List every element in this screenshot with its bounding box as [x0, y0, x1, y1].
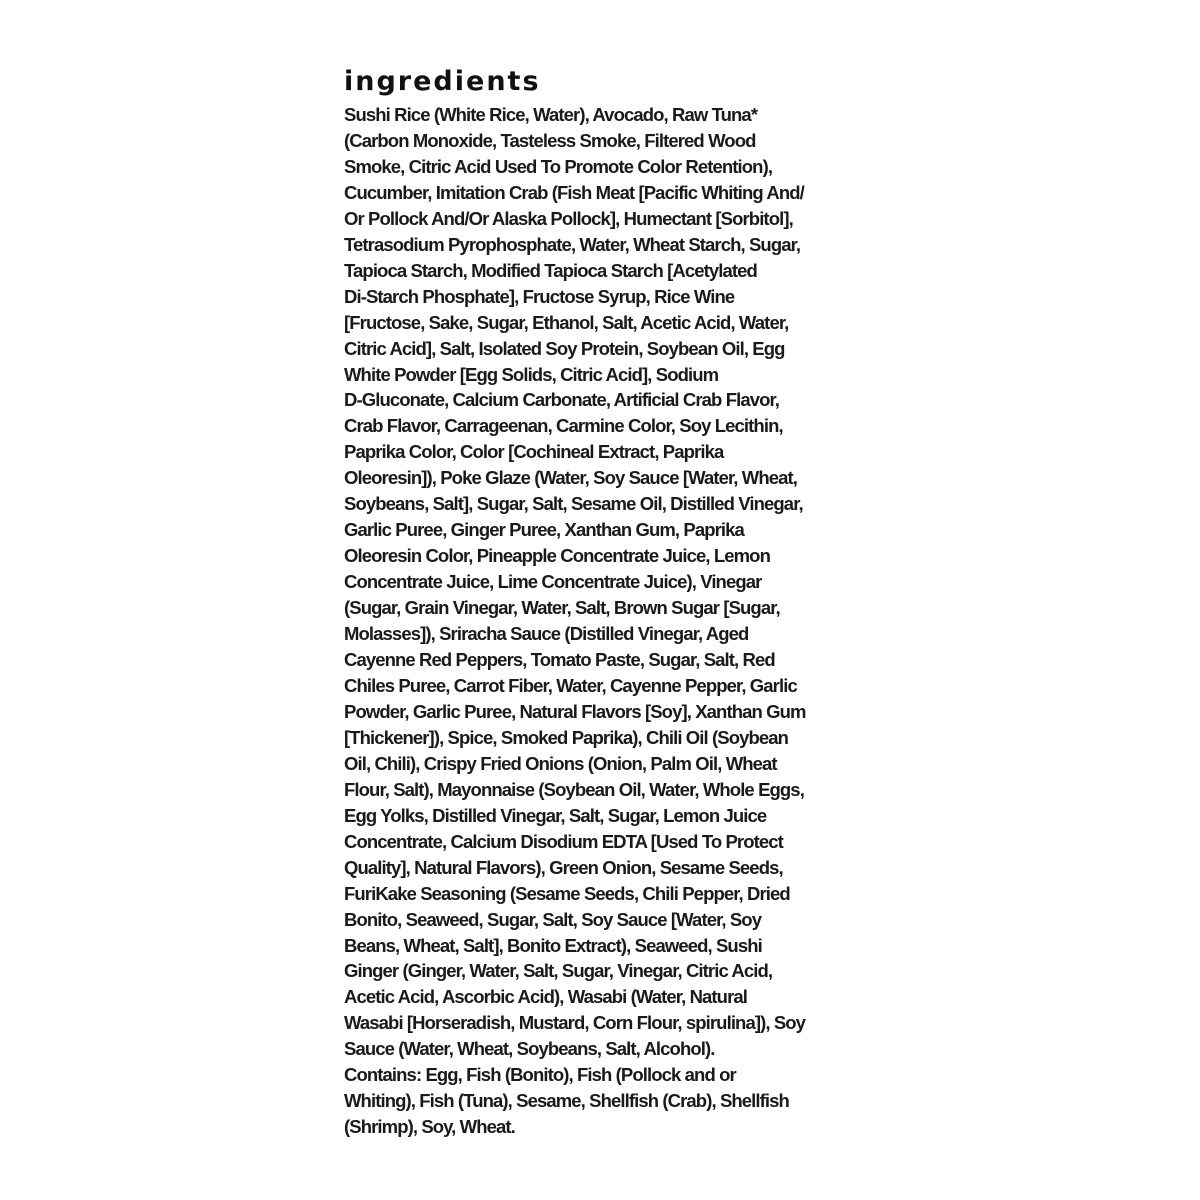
ingredients-line: (Shrimp), Soy, Wheat.	[344, 1116, 515, 1138]
ingredients-line: Cucumber, Imitation Crab (Fish Meat [Pacific Whiting And/	[344, 181, 804, 203]
ingredients-heading: ingredients	[344, 66, 541, 97]
ingredients-line: Citric Acid], Salt, Isolated Soy Protein, Soybean Oil, Egg	[344, 337, 785, 359]
ingredients-label	[330, 48, 890, 1148]
ingredients-line: Quality], Natural Flavors), Green Onion, Sesame Seeds,	[344, 856, 783, 878]
ingredients-line: Or Pollock And/Or Alaska Pollock], Humectant [Sorbitol],	[344, 207, 793, 229]
ingredients-line: FuriKake Seasoning (Sesame Seeds, Chili Pepper, Dried	[344, 882, 790, 904]
ingredients-line: Tapioca Starch, Modified Tapioca Starch [Acetylated	[344, 259, 757, 281]
ingredients-line: Oleoresin Color, Pineapple Concentrate Juice, Lemon	[344, 545, 770, 567]
ingredients-line: Garlic Puree, Ginger Puree, Xanthan Gum, Paprika	[344, 519, 744, 541]
ingredients-line: Bonito, Seaweed, Sugar, Salt, Soy Sauce [Water, Soy	[344, 908, 762, 930]
ingredients-line: Di-Starch Phosphate], Fructose Syrup, Rice Wine	[344, 285, 735, 307]
ingredients-line: Whiting), Fish (Tuna), Sesame, Shellfish (Crab), Shellfish	[344, 1090, 789, 1112]
ingredients-line: [Fructose, Sake, Sugar, Ethanol, Salt, Acetic Acid, Water,	[344, 311, 789, 333]
ingredients-line: Sushi Rice (White Rice, Water), Avocado, Raw Tuna*	[344, 104, 758, 125]
ingredients-line: Molasses]), Sriracha Sauce (Distilled Vinegar, Aged	[344, 623, 749, 645]
ingredients-line: Concentrate Juice, Lime Concentrate Juice), Vinegar	[344, 571, 762, 593]
ingredients-text	[344, 102, 884, 1140]
ingredients-line: Chiles Puree, Carrot Fiber, Water, Cayenne Pepper, Garlic	[344, 674, 797, 696]
ingredients-line: Powder, Garlic Puree, Natural Flavors [Soy], Xanthan Gum	[344, 700, 806, 722]
ingredients-line: D-Gluconate, Calcium Carbonate, Artificial Crab Flavor,	[344, 389, 780, 411]
ingredients-line: Paprika Color, Color [Cochineal Extract, Paprika	[344, 441, 724, 463]
ingredients-line: White Powder [Egg Solids, Citric Acid], Sodium	[344, 363, 719, 385]
ingredients-line: Ginger (Ginger, Water, Salt, Sugar, Vinegar, Citric Acid,	[344, 960, 773, 982]
ingredients-line: Concentrate, Calcium Disodium EDTA [Used To Protect	[344, 830, 783, 852]
ingredients-line: Tetrasodium Pyrophosphate, Water, Wheat Starch, Sugar,	[344, 233, 801, 255]
ingredients-line: Contains: Egg, Fish (Bonito), Fish (Pollock and or	[344, 1064, 736, 1086]
ingredients-line: Oil, Chili), Crispy Fried Onions (Onion, Palm Oil, Wheat	[344, 752, 777, 774]
ingredients-line: Crab Flavor, Carrageenan, Carmine Color, Soy Lecithin,	[344, 415, 783, 437]
ingredients-line: Beans, Wheat, Salt], Bonito Extract), Seaweed, Sushi	[344, 934, 762, 956]
ingredients-line: Oleoresin]), Poke Glaze (Water, Soy Sauce [Water, Wheat,	[344, 467, 798, 489]
ingredients-line: Acetic Acid, Ascorbic Acid), Wasabi (Water, Natural	[344, 986, 748, 1008]
ingredients-line: Egg Yolks, Distilled Vinegar, Salt, Sugar, Lemon Juice	[344, 804, 767, 826]
ingredients-line: (Sugar, Grain Vinegar, Water, Salt, Brown Sugar [Sugar,	[344, 597, 780, 619]
ingredients-line: Wasabi [Horseradish, Mustard, Corn Flour, spirulina]), Soy	[344, 1012, 806, 1034]
ingredients-line: (Carbon Monoxide, Tasteless Smoke, Filtered Wood	[344, 129, 756, 151]
ingredients-line: Flour, Salt), Mayonnaise (Soybean Oil, Water, Whole Eggs,	[344, 778, 804, 800]
ingredients-line: Smoke, Citric Acid Used To Promote Color Retention),	[344, 155, 773, 177]
ingredients-line: [Thickener]), Spice, Smoked Paprika), Chili Oil (Soybean	[344, 726, 789, 748]
ingredients-line: Cayenne Red Peppers, Tomato Paste, Sugar, Salt, Red	[344, 649, 775, 671]
ingredients-line: Soybeans, Salt], Sugar, Salt, Sesame Oil, Distilled Vinegar,	[344, 493, 803, 515]
ingredients-line: Sauce (Water, Wheat, Soybeans, Salt, Alcohol).	[344, 1038, 715, 1060]
